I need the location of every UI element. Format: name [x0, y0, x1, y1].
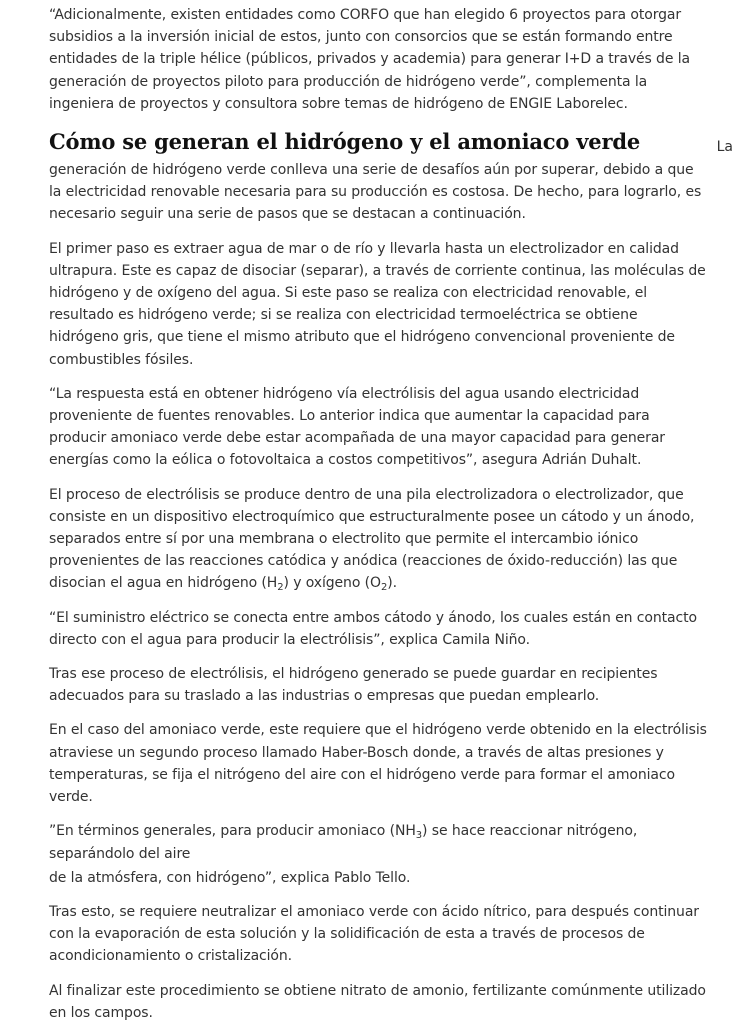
formula-nh3-subscript: 3 [415, 830, 423, 842]
article-body [49, 4, 733, 1036]
paragraph-4 [49, 484, 709, 595]
paragraph-intro: “Adicionalmente, existen entidades como CORFO que han elegido 6 proyectos para otorgar subsidios a la inversión inicial de estos, junto con consorcios que se están formando entre entidades de la triple hélice (públicos, privados y academia) para generar I+D a través de la generación de proyectos piloto para producción de hidrógeno verde”, complementa la ingeniera de proyectos y consultora sobre temas de hidrógeno de ENGIE Laborelec. [49, 7, 690, 112]
paragraph-2: El primer paso es extraer agua de mar o de río y llevarla hasta un electrolizador en calidad ultrapura. Este es capaz de disociar (separar), a través de corriente continua, las moléculas de hidrógeno y de oxígeno del agua. Si este paso se realiza con electricidad renovable, el resultado es hidrógeno verde; si se realiza con electricidad termoeléctrica se obtiene hidrógeno gris, que tiene el mismo atributo que el hidrógeno convencional proveniente de combustibles fósiles. [49, 240, 706, 368]
paragraph-10: Al finalizar este procedimiento se obtiene nitrato de amonio, fertilizante comúnmente utilizado en los campos. [49, 982, 706, 1021]
formula-h2-symbol: H [266, 575, 278, 592]
formula-o2-subscript: 2 [380, 582, 388, 594]
paragraph-7: En el caso del amoniaco verde, este requiere que el hidrógeno verde obtenido en la electrólisis atraviese un segundo proceso llamado Haber-Bosch donde, a través de altas presiones y temperaturas, se fija el nitrógeno del aire con el hidrógeno verde para formar el amoniaco verde. [49, 722, 707, 806]
formula-h2 [266, 575, 284, 594]
formula-nh3-symbol: NH [394, 823, 416, 840]
paragraph-8-mid: ) se hace reaccionar nitrógeno, separándolo del aire [49, 823, 638, 862]
paragraph-5: “El suministro eléctrico se conecta entre ambos cátodo y ánodo, los cuales están en contacto directo con el agua para producir la electrólisis”, explica Camila Niño. [49, 609, 697, 648]
paragraph-8-end: de la atmósfera, con hidrógeno”, explica Pablo Tello. [49, 869, 411, 886]
paragraph-6: Tras ese proceso de electrólisis, el hidrógeno generado se puede guardar en recipientes adecuados para su traslado a las industrias o empresas que puedan emplearlo. [49, 666, 658, 705]
paragraph-9: Tras esto, se requiere neutralizar el amoniaco verde con ácido nítrico, para después continuar con la evaporación de esta solución y la solidificación de esta a través de procesos de acondicionamiento o cristalización. [49, 903, 699, 965]
formula-h2-subscript: 2 [277, 582, 284, 594]
section-heading-row [49, 127, 733, 157]
paragraph-4-text: El proceso de electrólisis se produce dentro de una pila electrolizadora o electrolizador, que consiste en un dispositivo electroquímico que estructuralmente posee un cátodo y un ánodo, separados entre sí por una membrana o electrolito que permite el intercambio iónico provenientes de las reacciones catódica y anódica (reacciones de óxido-reducción) las que disocian el agua en hidrógeno ( [49, 486, 695, 592]
paragraph-4-end: ). [387, 575, 397, 592]
formula-nh3 [394, 823, 423, 842]
paragraph-3: “La respuesta está en obtener hidrógeno vía electrólisis del agua usando electricidad proveniente de fuentes renovables. Lo anterior indica que aumentar la capacidad para producir amoniaco verde debe estar acompañada de una mayor capacidad para generar energías como la eólica o fotovoltaica a costos competitivos”, asegura Adrián Duhalt. [49, 385, 665, 469]
paragraph-8 [49, 820, 709, 889]
section-heading: Cómo se generan el hidrógeno y el amoniaco verde [49, 129, 640, 155]
paragraph-8-start: ”En términos generales, para producir amoniaco ( [49, 823, 395, 840]
paragraph-4-mid: ) y oxígeno ( [283, 575, 371, 592]
paragraph-1: generación de hidrógeno verde conlleva una serie de desafíos aún por superar, debido a que la electricidad renovable necesaria para su producción es costosa. De hecho, para lograrlo, es necesario seguir una serie de pasos que se destacan a continuación. [49, 162, 702, 223]
formula-o2-symbol: O [370, 575, 381, 592]
formula-o2 [370, 575, 388, 594]
heading-trailing-text: La [716, 139, 733, 156]
